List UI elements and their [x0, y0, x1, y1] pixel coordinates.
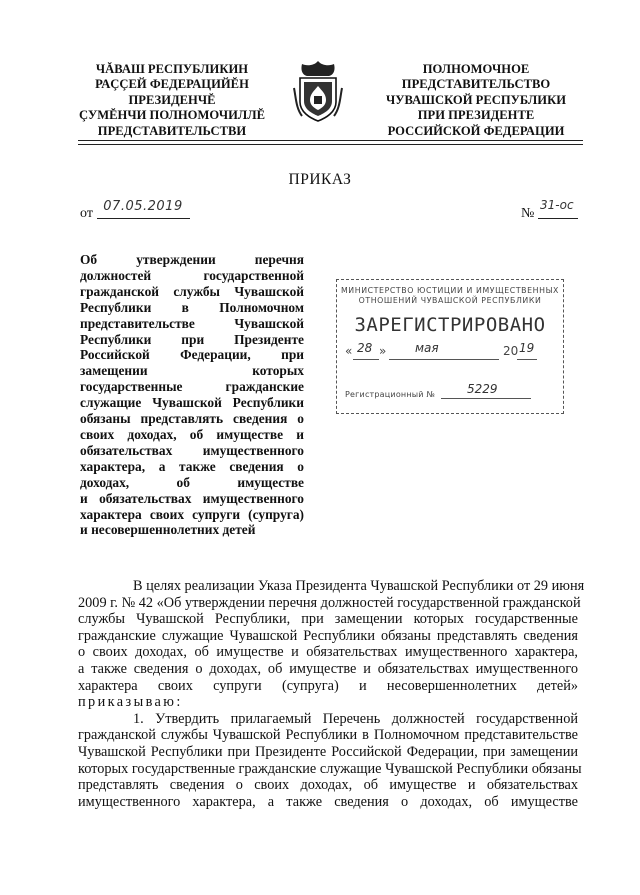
body-line-orders: приказываю: — [78, 694, 183, 711]
stamp-day: 28 — [357, 341, 373, 355]
document-title: ПРИКАЗ — [288, 171, 352, 188]
body-line: о своих доходах, об имуществе и обязательствах имущественного характера, — [78, 644, 578, 661]
subject-line: должностей государственной — [80, 267, 304, 283]
body-line: Чувашской Республики при Президенте Российской Федерации, при замещении — [78, 743, 578, 760]
stamp-registered-text: ЗАРЕГИСТРИРОВАНО — [354, 314, 546, 336]
body-line: характера своих супруги (супруга) и несовершеннолетних детей» — [78, 677, 578, 694]
body-line: гражданской службы Чувашской Республики в Полномочном представительстве — [78, 727, 578, 744]
subject-line: обязаны представлять сведения о — [80, 411, 304, 427]
order-number-handwritten: 31-ос — [540, 198, 574, 212]
order-body — [78, 578, 585, 810]
date-underline — [97, 218, 190, 219]
header-right-line: ЧУВАШСКОЙ РЕСПУБЛИКИ — [385, 92, 566, 107]
stamp-year-line — [517, 359, 537, 360]
subject-line: Республики при Президенте — [80, 331, 304, 347]
header-left-line: РАÇÇЕЙ ФЕДЕРАЦИЙĔН — [95, 77, 249, 92]
subject-line: служащие Чувашской Республики — [80, 395, 304, 411]
subject-line: Об утверждении перечня — [80, 252, 304, 267]
subject-line: обязательствах имущественного — [80, 442, 304, 458]
subject-line: государственные гражданские — [80, 379, 304, 395]
subject-line: Российской Федерации, при — [80, 347, 304, 363]
stamp-registration-number: 5229 — [467, 382, 498, 396]
subject-line: характера, а также сведения о — [80, 458, 304, 474]
stamp-date — [345, 341, 555, 364]
stamp-ministry-line: МИНИСТЕРСТВО ЮСТИЦИИ И ИМУЩЕСТВЕННЫХ — [340, 286, 560, 295]
order-date-handwritten: 07.05.2019 — [103, 199, 183, 214]
stamp-ministry-line: ОТНОШЕНИЙ ЧУВАШСКОЙ РЕСПУБЛИКИ — [358, 296, 542, 305]
stamp-day-line — [353, 359, 379, 360]
stamp-year-prefix: 20 — [503, 344, 519, 358]
header-divider — [78, 140, 583, 141]
subject-line: замещении которых — [80, 363, 304, 379]
header-left-line: ÇУМĔНЧИ ПОЛНОМОЧИЛЛĔ — [78, 108, 266, 123]
subject-line: представительстве Чувашской — [80, 315, 304, 331]
body-line: которых государственные гражданские служащие Чувашской Республики обязаны — [78, 760, 582, 777]
number-prefix: № — [521, 206, 535, 221]
registration-stamp — [336, 279, 564, 414]
stamp-close-quote: » — [379, 344, 387, 358]
order-subject — [80, 252, 304, 538]
header-left-line: ПРЕЗИДЕНЧĔ — [128, 92, 216, 107]
header-left-line: ПРЕДСТАВИТЕЛЬСТВИ — [97, 123, 247, 138]
body-line: службы Чувашской Республики, при замещении которых государственные — [78, 611, 578, 628]
stamp-registration-label: Регистрационный № — [345, 390, 435, 399]
number-underline — [538, 218, 578, 219]
header-divider-thin — [78, 144, 583, 145]
header-right-line: ПРЕДСТАВИТЕЛЬСТВО — [401, 77, 551, 92]
subject-line: и несовершеннолетних детей — [80, 522, 256, 538]
stamp-month: мая — [415, 341, 439, 355]
body-line: гражданские служащие Чувашской Республики обязаны представлять сведения — [78, 627, 578, 644]
stamp-month-line — [389, 359, 499, 360]
stamp-registration-line — [441, 398, 531, 399]
header-right-line: РОССИЙСКОЙ ФЕДЕРАЦИИ — [387, 123, 565, 138]
header-chuvash — [72, 62, 272, 139]
coat-of-arms-emblem-icon — [292, 58, 344, 124]
subject-line: и обязательствах имущественного — [80, 490, 304, 506]
subject-line: своих доходах, об имуществе и — [80, 426, 304, 442]
stamp-open-quote: « — [345, 344, 353, 358]
subject-line: доходах, об имуществе — [80, 474, 304, 490]
header-left-line: ЧĂВАШ РЕСПУБЛИКИН — [95, 62, 249, 76]
header-right-line: ПОЛНОМОЧНОЕ — [422, 62, 530, 76]
date-prefix: от — [80, 206, 93, 221]
body-line: 2009 г. № 42 «Об утверждении перечня должностей государственной гражданской — [78, 594, 581, 611]
body-line: В целях реализации Указа Президента Чувашской Республики от 29 июня — [133, 578, 585, 594]
subject-line: характера своих супруги (супруга) — [80, 506, 304, 522]
body-line: представлять сведения о своих доходах, об имуществе и обязательствах — [78, 777, 578, 794]
subject-line: гражданской службы Чувашской — [80, 283, 304, 299]
header-right-line: ПРИ ПРЕЗИДЕНТЕ — [417, 108, 535, 123]
body-line: имущественного характера, а также сведения о доходах, об имуществе — [78, 793, 578, 810]
stamp-year: 19 — [519, 341, 535, 355]
body-line: а также сведения о доходах, об имуществе и обязательствах имущественного — [78, 660, 578, 677]
header-russian — [376, 62, 576, 139]
body-line: 1. Утвердить прилагаемый Перечень должностей государственной — [133, 710, 578, 727]
subject-line: Республики в Полномочном — [80, 299, 304, 315]
